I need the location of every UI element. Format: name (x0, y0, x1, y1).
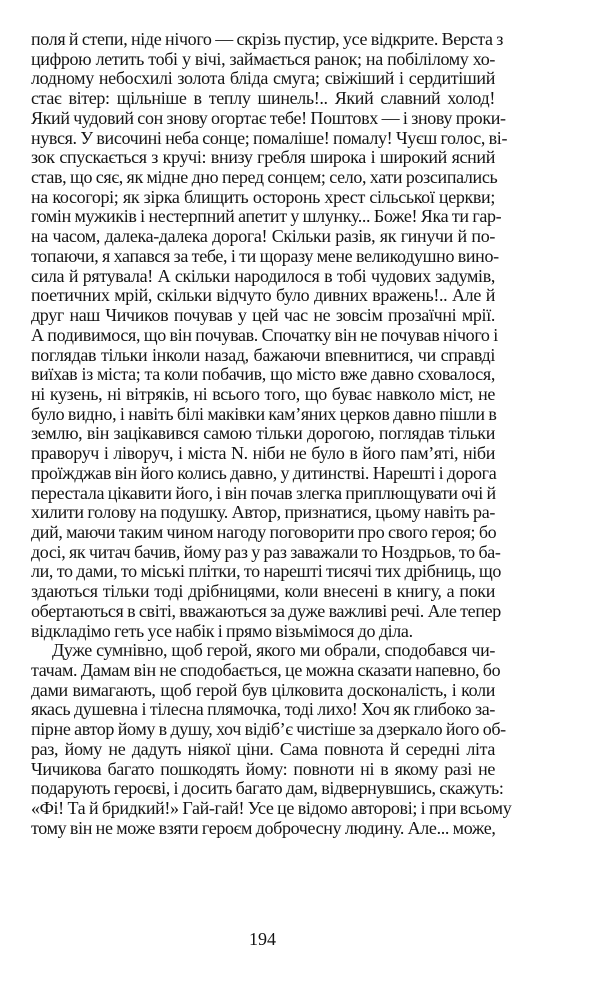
text-line: стає вітер: щільніше в теплу шинель!.. Який славний холод! (31, 88, 495, 109)
text-line: поля й степи, ніде нічого — скрізь пустир, усе відкрите. Верста з (31, 29, 503, 49)
text-line: відкладімо геть усе набік і прямо візьмімося до діла. (31, 620, 413, 641)
text-line: подарують героєві, і досить багато дам, відвернувшись, скажуть: (31, 778, 504, 799)
text-line: праворуч і ліворуч, і міста N. ніби не було в його пам’яті, ніби (31, 443, 495, 464)
text-line: пірне автор йому в душу, хоч відіб’є чистіше за дзеркало його об- (31, 719, 506, 740)
text-line: зок спускається з кручі: внизу гребля широка і широкий ясний (31, 147, 495, 168)
text-line: тому він не може взяти героєм доброчесну людину. Але... може, (31, 817, 496, 838)
text-line: поетичних мрій, скільки відчуто було дивних вражень!.. Але й (31, 285, 495, 306)
text-line: Чичикова багато пошкодять йому: повноти ні в якому разі не (31, 758, 495, 779)
page-body (31, 29, 512, 838)
text-line: на косогорі; як зірка блищить осторонь хрест сільської церкви; (31, 186, 495, 207)
text-line: Дуже сумнівно, щоб герой, якого ми обрали, сподобався чи- (52, 640, 495, 661)
text-line: проїжджав він його колись давно, у дитинстві. Нарешті і дорога (31, 462, 497, 483)
text-line: став, що сяє, як мідне дно перед сонцем; село, хати розсипались (31, 167, 498, 188)
text-line: дий, маючи таким чином нагоду поговорити про свого героя; бо (31, 521, 497, 542)
paragraph (31, 29, 508, 641)
text-line: хилити голову на подушку. Автор, признатися, цьому навіть ра- (31, 502, 495, 523)
text-line: Який чудовий сон знову огортає тебе! Поштовх — і знову проки- (31, 107, 506, 128)
text-line: обертаються в світі, вважаються за дуже важливі речі. Але тепер (31, 600, 501, 621)
text-line: А подивимося, що він почував. Спочатку він не почував нічого і (31, 324, 498, 345)
text-line: дами вимагають, щоб герой був цілковита досконалість, і коли (31, 679, 495, 700)
text-line: топаючи, я хапався за тебе, і ти щоразу мене великодушно вино- (31, 245, 499, 266)
text-line: виїхав із міста; та коли побачив, що місто вже давно сховалося, (31, 364, 495, 385)
text-line: лодному небосхилі золота бліда смуга; свіжіший і сердитіший (31, 68, 495, 89)
text-line: на часом, далека-далека дорога! Скільки разів, як гинучи й по- (31, 226, 495, 247)
text-line: землю, він зацікавився самою тільки дорогою, поглядав тільки (31, 423, 495, 444)
text-line: досі, як читач бачив, йому раз у раз заважали то Ноздрьов, то ба- (31, 541, 501, 562)
text-line: нувся. У височині неба сонце; помаліше! помалу! Чуєш голос, ві- (31, 127, 508, 148)
text-line: перестала цікавити його, і він почав злегка приплющувати очі й (31, 482, 496, 503)
text-line: «Фі! Та й бридкий!» Гай-гай! Усе це відомо авторові; і при всьому (31, 798, 512, 819)
text-line: ні кузень, ні вітряків, ні всього того, що буває навколо міст, не (31, 383, 495, 404)
text-line: здаються тільки тоді дрібницями, коли внесені в книгу, а поки (31, 581, 495, 602)
text-line: сила й рятувала! А скільки народилося в тобі чудових задумів, (31, 265, 495, 286)
paragraph (31, 640, 512, 838)
text-line: гомін мужиків і нестерпний апетит у шлунку... Боже! Яка ти гар- (31, 206, 502, 227)
text-line: тачам. Дамам він не сподобається, це можна сказати напевно, бо (31, 660, 501, 680)
text-line: було видно, і навіть білі маківки кам’яних церков давно пішли в (31, 403, 497, 424)
text-line: ли, то дами, то міські плітки, то нарешті тисячі тих дрібниць, що (31, 561, 502, 582)
text-line: раз, йому не дадуть ніякої ціни. Сама повнота й середні літа (31, 738, 495, 759)
text-line: цифрою летить тобі у вічі, займається ранок; на побілілому хо- (31, 48, 495, 69)
text-line: поглядав тільки інколи назад, бажаючи впевнитися, чи справді (31, 344, 495, 365)
text-line: друг наш Чичиков почував у цей час не зовсім прозаїчні мрії. (31, 305, 495, 326)
page-number: 194 (249, 929, 276, 949)
text-line: якась душевна і тілесна плямочка, тоді лихо! Хоч як глибоко за- (31, 699, 495, 720)
